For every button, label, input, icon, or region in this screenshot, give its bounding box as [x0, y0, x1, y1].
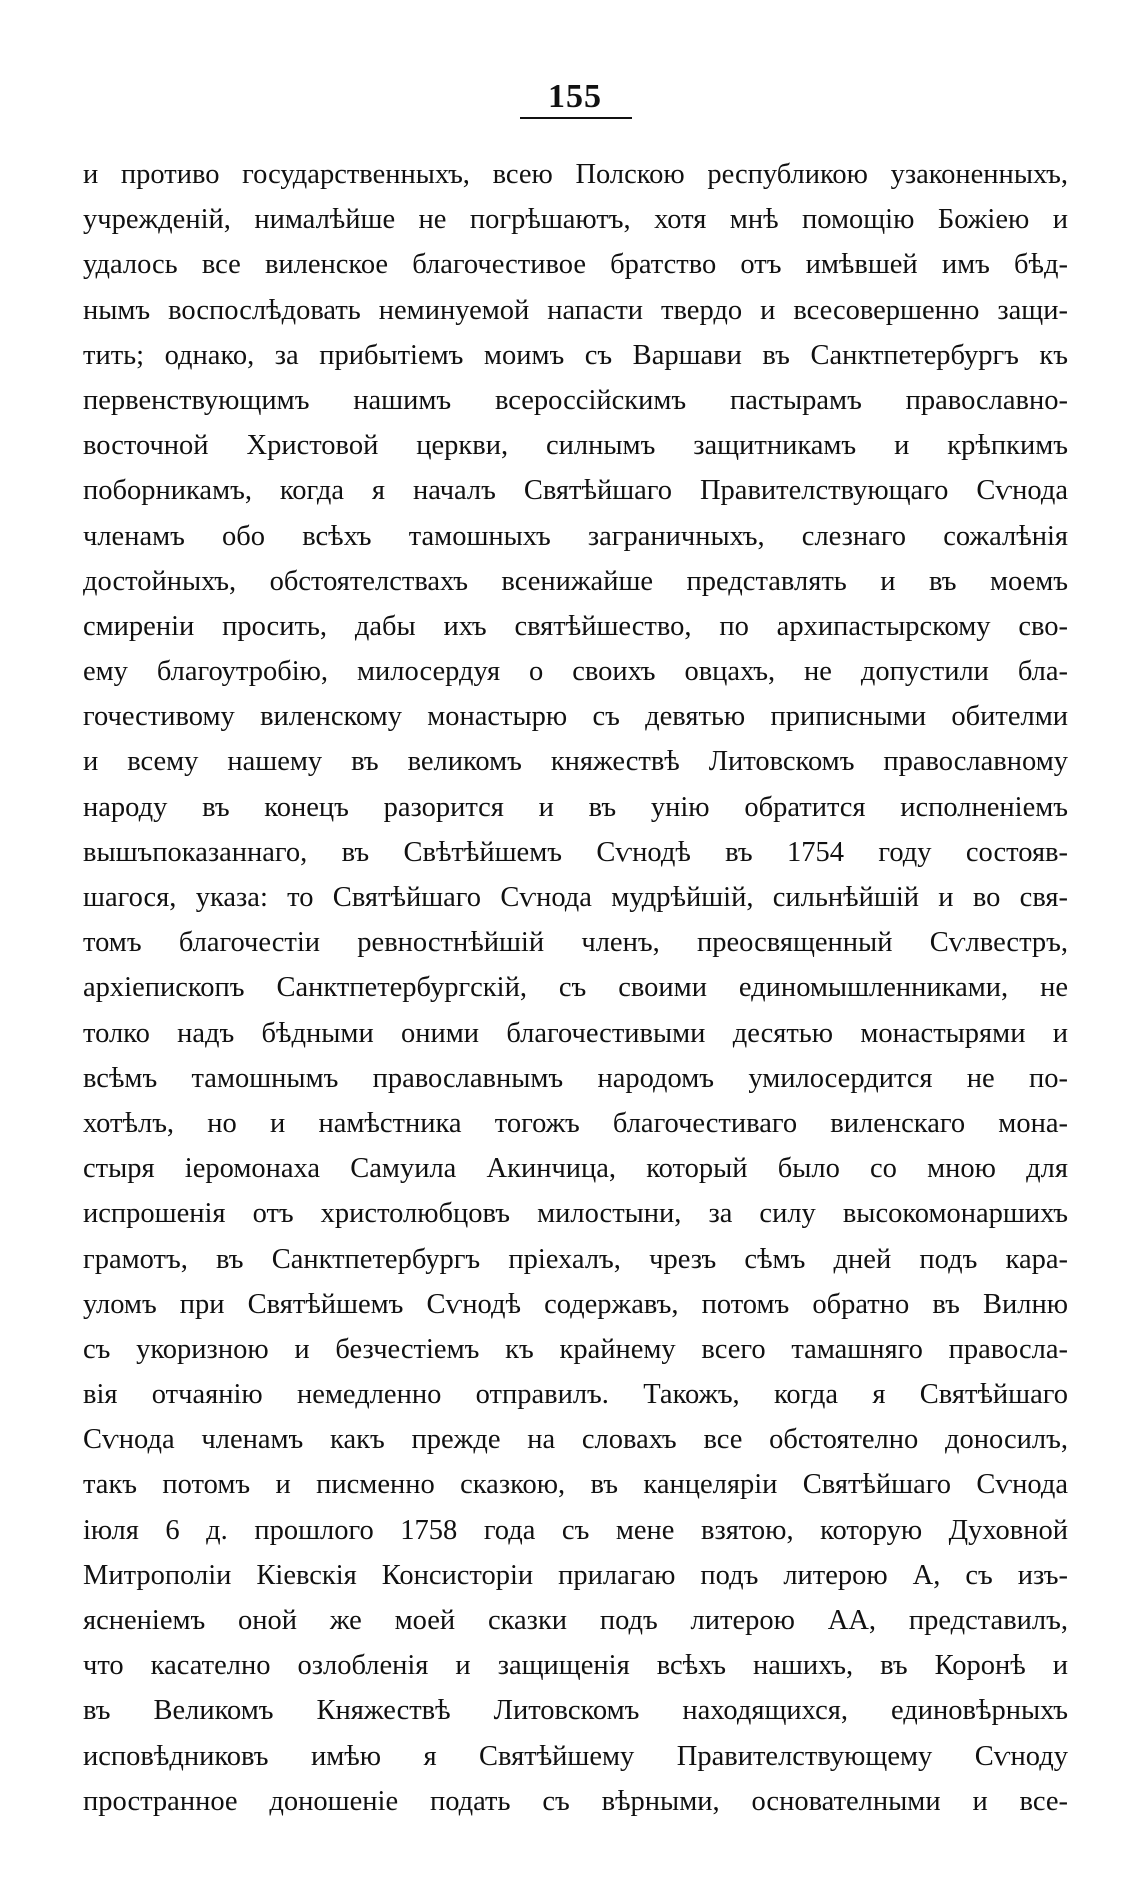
- text-line: учрежденій, нималѣйше не погрѣшаютъ, хотя мнѣ помощію Божіею и: [83, 204, 1068, 236]
- body-text: [83, 152, 1068, 1824]
- page-number: 155: [548, 78, 602, 115]
- text-line: Митрополіи Кіевскія Консисторіи прилагаю подъ литерою А, съ изъ-: [83, 1559, 1068, 1591]
- text-line: тить; однако, за прибытіемъ моимъ съ Варшави въ Санктпетербургъ къ: [83, 339, 1068, 371]
- text-line: всѣмъ тамошнымъ православнымъ народомъ умилосердится не по-: [83, 1062, 1068, 1094]
- text-line: толко надъ бѣдными оними благочестивыми десятью монастырями и: [83, 1017, 1068, 1049]
- text-line: архіепископъ Санктпетербургскій, съ своими единомышленниками, не: [83, 972, 1068, 1004]
- text-line: іюля 6 д. прошлого 1758 года съ мене взятою, которую Духовной: [83, 1514, 1068, 1546]
- text-line: хотѣлъ, но и намѣстника тогожъ благочестиваго виленскаго мона-: [83, 1107, 1068, 1139]
- text-line: первенствующимъ нашимъ всероссійскимъ пастырамъ православно-: [83, 384, 1068, 416]
- text-line: вышъпоказаннаго, въ Свѣтѣйшемъ Сѵнодѣ въ 1754 году состояв-: [83, 836, 1068, 868]
- text-line: и противо государственныхъ, всею Полскою республикою узаконенныхъ,: [83, 159, 1068, 190]
- text-line: поборникамъ, когда я началъ Святѣйшаго Правителствующаго Сѵнода: [83, 475, 1068, 507]
- text-line: гочестивому виленскому монастырю съ девятью приписными обителми: [83, 701, 1068, 733]
- text-line: достойныхъ, обстоятелствахъ всенижайше представлять и въ моемъ: [83, 565, 1068, 597]
- text-line: членамъ обо всѣхъ тамошныхъ заграничныхъ, слезнаго сожалѣнія: [83, 520, 1068, 552]
- text-line: такъ потомъ и писменно сказкою, въ канцеляріи Святѣйшаго Сѵнода: [83, 1469, 1068, 1501]
- text-line: съ укоризною и безчестіемъ къ крайнему всего тамашняго правосла-: [83, 1333, 1068, 1365]
- text-line: уломъ при Святѣйшемъ Сѵнодѣ содержавъ, потомъ обратно въ Вилню: [83, 1288, 1068, 1320]
- text-line: исповѣдниковъ имѣю я Святѣйшему Правителствующему Сѵноду: [83, 1740, 1068, 1772]
- text-line: и всему нашему въ великомъ княжествѣ Литовскомъ православному: [83, 746, 1068, 778]
- text-line: народу въ конецъ разорится и въ унію обратится исполненіемъ: [83, 791, 1068, 823]
- text-line: что касателно озлобленія и защищенія всѣхъ нашихъ, въ Коронѣ и: [83, 1650, 1068, 1682]
- text-line: стыря іеромонаха Самуила Акинчица, который было со мною для: [83, 1153, 1068, 1185]
- text-line: ему благоутробію, милосердуя о своихъ овцахъ, не допустили бла-: [83, 656, 1068, 688]
- text-line: испрошенія отъ христолюбцовъ милостыни, за силу высокомонаршихъ: [83, 1198, 1068, 1230]
- text-line: ясненіемъ оной же моей сказки подъ литерою АА, представилъ,: [83, 1605, 1068, 1636]
- text-line: удалось все виленское благочестивое братство отъ имѣвшей имъ бѣд-: [83, 249, 1068, 281]
- text-line: восточной Христовой церкви, силнымъ защитникамъ и крѣпкимъ: [83, 430, 1068, 462]
- text-line: въ Великомъ Княжествѣ Литовскомъ находящихся, единовѣрныхъ: [83, 1695, 1068, 1727]
- text-line: пространное доношеніе подать съ вѣрными, основателными и все-: [83, 1785, 1068, 1817]
- text-line: шагося, указа: то Святѣйшаго Сѵнода мудрѣйшій, сильнѣйшій и во свя-: [83, 882, 1068, 913]
- text-line: грамотъ, въ Санктпетербургъ пріехалъ, чрезъ сѣмъ дней подъ кара-: [83, 1243, 1068, 1275]
- text-line: нымъ воспослѣдовать неминуемой напасти твердо и всесовершенно защи-: [83, 294, 1068, 326]
- text-line: смиреніи просить, дабы ихъ святѣйшество, по архипастырскому сво-: [83, 610, 1068, 642]
- text-line: вія отчаянію немедленно отправилъ. Такожъ, когда я Святѣйшаго: [83, 1379, 1068, 1411]
- page-number-rule: [520, 117, 632, 119]
- text-line: томъ благочестіи ревностнѣйшій членъ, преосвященный Сѵлвестръ,: [83, 927, 1068, 959]
- text-line: Сѵнода членамъ какъ прежде на словахъ все обстоятелно доносилъ,: [83, 1424, 1068, 1456]
